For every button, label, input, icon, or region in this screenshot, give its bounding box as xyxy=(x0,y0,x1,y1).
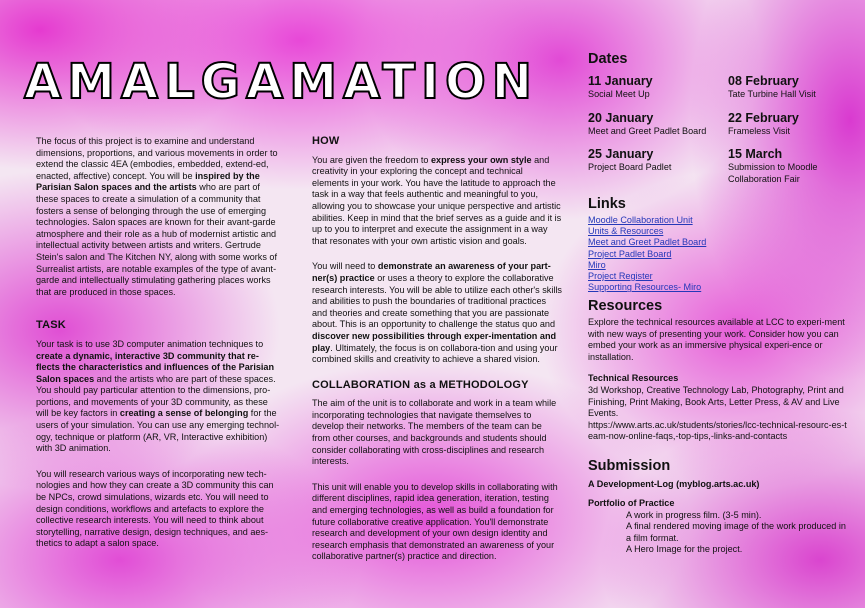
links-heading: Links xyxy=(588,196,626,213)
column-how-collab xyxy=(312,136,562,563)
collab-paragraph-1: The aim of the unit is to collaborate and work in a team while incorporating technologies that navigate themselves to develop their networks. The members of the team can be from other courses, and backgrounds and students should consider collaborating with cross-disciplines and research interests. xyxy=(312,398,557,467)
link-miro[interactable]: Miro xyxy=(588,259,606,270)
task-paragraph-2: You will research various ways of incorporating new tech-nologies and how they can create a 3D community this can be NPCs, crowd simulations, wizards etc. You will need to design conditions, workflows and artefacts to explore the collective research interests. You will need to think about storytelling, narrative design, design techniques, and aes-thetics to adapt a salon space. xyxy=(36,468,274,549)
link-meet-greet-padlet[interactable]: Meet and Greet Padlet Board xyxy=(588,237,707,248)
date-item: 11 January Social Meet Up xyxy=(588,74,653,99)
column-intro-task xyxy=(36,136,282,550)
links-list xyxy=(588,215,850,293)
collab-paragraph-2: This unit will enable you to develop skills in collaborating with different disciplines, rapid idea generation, iteration, testing and emerging technologies, as well as build a foundation for future collaborative creative application. You'll demonstrate research and development of your own design identity and research emphasis that demonstrated an awareness of your collaborative partner(s) practice and direction. xyxy=(312,481,558,562)
how-paragraph-2: You will need to demonstrate an awareness of your part-ner(s) practice or uses a theory to explore the collaborative research interests. You will be able to utilize each other's skills and abilities to push the boundaries of traditional practices and theories and create something that you are passionate about. This is an opportunity to challenge the status quo and discover new possibilities through exper-imentation and play. Ultimately, the focus is on collabora-tion and using your combined skills and creativity to achieve a shared vision. xyxy=(312,261,562,365)
portfolio-title: Portfolio of Practice xyxy=(588,498,675,509)
resources-heading: Resources xyxy=(588,298,663,315)
technical-resources-url[interactable]: https://www.arts.ac.uk/students/stories/lcc-technical-resourc-es-team-now-online-faqs,-top-tips,-links-and-contacts xyxy=(588,419,847,442)
technical-resources-text: 3d Workshop, Creative Technology Lab, Photography, Print and Finishing, Print Making, Book Arts, Letter Press, & AV and Live Events. xyxy=(588,384,844,419)
date-item: 15 March Submission to Moodle Collaboration Fair xyxy=(728,147,818,184)
portfolio-item: A final rendered moving image of the work produced in a film format. xyxy=(626,521,846,543)
task-heading: TASK xyxy=(36,319,66,332)
link-project-register[interactable]: Project Register xyxy=(588,270,653,281)
devlog-line: A Development-Log (myblog.arts.ac.uk) xyxy=(588,478,760,489)
portfolio-list xyxy=(588,510,850,556)
dates-heading: Dates xyxy=(588,51,628,67)
task-paragraph-1: Your task is to use 3D computer animation techniques to create a dynamic, interactive 3D community that re-flects the characteristics and influences of the Parisian Salon spaces and the artists who are part of these spaces. You should pay particular attention to the dimensions, pro-portions, and movements of your 3D community, as these will be key factors in creating a sense of belonging for the users of your simulation. You can use any emerging technol-ogy, technique or platform (AR, VR, Interactive exhibition) with 3D animation. xyxy=(36,338,280,454)
date-item: 20 January Meet and Greet Padlet Board xyxy=(588,110,707,136)
link-units-resources[interactable]: Units & Resources xyxy=(588,226,664,237)
dates-grid xyxy=(588,74,850,185)
portfolio-item: A Hero Image for the project. xyxy=(626,544,743,555)
date-item: 08 February Tate Turbine Hall Visit xyxy=(728,74,816,99)
portfolio-item: A work in progress film. (3-5 min). xyxy=(626,509,762,520)
link-project-padlet-board[interactable]: Project Padlet Board xyxy=(588,248,672,259)
intro-paragraph: The focus of this project is to examine and understand dimensions, proportions, and various movements in order to extend the classic 4EA (embodies, embedded, extend-ed, enacted, affective) concept. You will be inspired by the Parisian Salon spaces and the artists who are part of these spaces to create a simulation of a community that fosters a sense of belonging through the use of emerging technologies. Salon spaces are known for their avant-garde atmosphere and their role as a hub of modernist artistic and intellectual activity between artists and writers. Gertrude Stein's salon and The Kitchen NY, along with some works of Surrealist artists, are notable examples of the type of avant-garde and intellectually stimulating gathering places works that are produced in those spaces. xyxy=(36,136,278,297)
page-title: AMALGAMATION xyxy=(24,54,538,110)
how-paragraph-1: You are given the freedom to express your own style and creativity in your exploring the concept and technical elements in your work. You have the latitude to approach the task in a way that feels authentic and meaningful to you, allowing you to showcase your unique perspective and artistic abilities. Keep in mind that the brief serves as a guide and it is up to you to interpret and execute the assignment in a way that resonates with your own artistic vision and goals. xyxy=(312,154,562,246)
column-dates-links xyxy=(588,51,850,556)
how-heading: HOW xyxy=(312,135,340,147)
date-item: 25 January Project Board Padlet xyxy=(588,147,672,173)
date-item: 22 February Frameless Visit xyxy=(728,110,799,136)
link-moodle-collaboration-unit[interactable]: Moodle Collaboration Unit xyxy=(588,214,693,225)
technical-resources-heading: Technical Resources xyxy=(588,373,679,384)
link-supporting-resources-miro[interactable]: Supporting Resources- Miro xyxy=(588,282,702,293)
submission-heading: Submission xyxy=(588,457,671,474)
resources-paragraph: Explore the technical resources available at LCC to experi-ment with new ways of presenting your work. Consider how you can embed your work as an immersive physical experi-ence or installation. xyxy=(588,316,845,362)
collab-heading: COLLABORATION as a METHODOLOGY xyxy=(312,378,529,391)
